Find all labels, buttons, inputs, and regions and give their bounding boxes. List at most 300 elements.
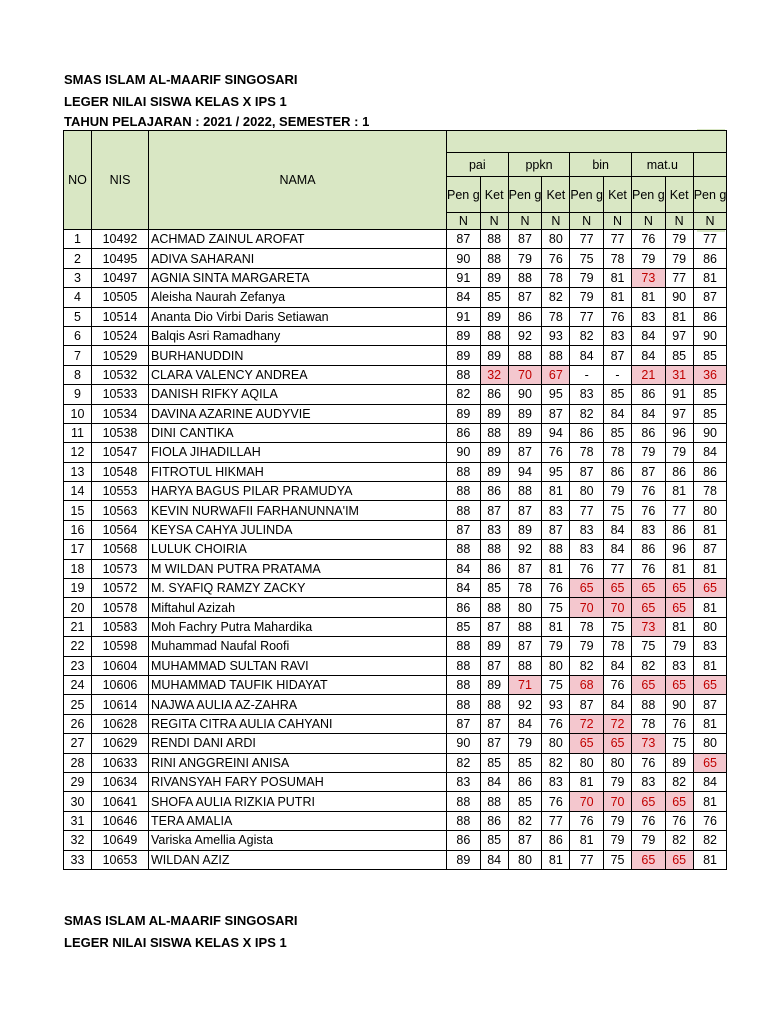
table-row	[64, 501, 727, 520]
grade-cell: 84	[604, 695, 632, 714]
grade-cell: 86	[604, 462, 632, 481]
grade-cell: 82	[632, 656, 666, 675]
row-nis: 10578	[92, 598, 149, 617]
n-header: N	[542, 213, 570, 230]
row-nis: 10649	[92, 831, 149, 850]
grade-cell: 79	[508, 734, 542, 753]
table-row	[64, 346, 727, 365]
grade-cell: 82	[542, 753, 570, 772]
row-nama: DAVINA AZARINE AUDYVIE	[149, 404, 447, 423]
row-nis: 10563	[92, 501, 149, 520]
footer-school-name: SMAS ISLAM AL-MAARIF SINGOSARI	[64, 913, 298, 928]
row-no: 18	[64, 559, 92, 578]
grade-cell: 81	[570, 772, 604, 791]
grade-cell: 79	[604, 831, 632, 850]
grade-cell: 84	[632, 346, 666, 365]
grade-ledger-table	[63, 130, 727, 870]
grade-cell: 89	[480, 404, 508, 423]
grade-cell: 97	[665, 404, 693, 423]
table-row	[64, 404, 727, 423]
grade-cell: 80	[693, 734, 727, 753]
grade-cell: 92	[508, 695, 542, 714]
table-row	[64, 423, 727, 442]
row-nama: HARYA BAGUS PILAR PRAMUDYA	[149, 482, 447, 501]
row-nama: Moh Fachry Putra Mahardika	[149, 617, 447, 636]
grade-cell: 65	[693, 675, 727, 694]
grade-cell: 36	[693, 365, 727, 384]
grade-cell: 76	[632, 501, 666, 520]
grade-cell: 87	[480, 734, 508, 753]
grade-cell: 87	[480, 617, 508, 636]
grade-cell: 81	[693, 598, 727, 617]
grade-cell: 81	[693, 520, 727, 539]
grade-cell: 79	[570, 268, 604, 287]
grade-cell: 68	[570, 675, 604, 694]
row-nis: 10641	[92, 792, 149, 811]
row-no: 1	[64, 230, 92, 249]
row-nama: RENDI DANI ARDI	[149, 734, 447, 753]
grade-cell: 81	[693, 656, 727, 675]
row-nama: FIOLA JIHADILLAH	[149, 443, 447, 462]
grade-cell: 88	[508, 617, 542, 636]
grade-cell: 82	[570, 404, 604, 423]
grade-cell: 81	[693, 714, 727, 733]
grade-cell: 84	[480, 850, 508, 869]
row-nama: KEVIN NURWAFII FARHANUNNA'IM	[149, 501, 447, 520]
subject-bin: bin	[570, 153, 632, 177]
grade-cell: 89	[508, 404, 542, 423]
row-no: 6	[64, 326, 92, 345]
grade-cell: 76	[570, 811, 604, 830]
grade-cell: 90	[447, 734, 481, 753]
grade-cell: 75	[570, 249, 604, 268]
grade-cell: 87	[447, 520, 481, 539]
table-row	[64, 811, 727, 830]
grade-cell: 75	[632, 637, 666, 656]
grade-cell: 86	[447, 423, 481, 442]
grade-cell: 78	[570, 443, 604, 462]
grade-cell: 94	[542, 423, 570, 442]
table-row	[64, 850, 727, 869]
grade-cell: 83	[570, 540, 604, 559]
grade-cell: 80	[508, 598, 542, 617]
grade-cell: 70	[570, 792, 604, 811]
row-nama: LULUK CHOIRIA	[149, 540, 447, 559]
row-no: 20	[64, 598, 92, 617]
row-nis: 10492	[92, 230, 149, 249]
grade-cell: 87	[693, 695, 727, 714]
grade-cell: 83	[570, 520, 604, 539]
grade-cell: 88	[480, 598, 508, 617]
grade-cell: 83	[447, 772, 481, 791]
grade-cell: 80	[542, 734, 570, 753]
grade-cell: 96	[665, 423, 693, 442]
peng-header: Pen g	[447, 177, 481, 213]
grade-cell: 77	[604, 230, 632, 249]
grade-cell: 86	[693, 462, 727, 481]
row-nama: Ananta Dio Virbi Daris Setiawan	[149, 307, 447, 326]
grade-cell: 76	[604, 675, 632, 694]
grade-cell: 88	[542, 540, 570, 559]
grade-cell: 87	[447, 230, 481, 249]
row-nama: AGNIA SINTA MARGARETA	[149, 268, 447, 287]
row-nis: 10514	[92, 307, 149, 326]
grade-cell: 88	[480, 230, 508, 249]
row-nis: 10533	[92, 385, 149, 404]
row-nama: RINI ANGGREINI ANISA	[149, 753, 447, 772]
grade-cell: 79	[508, 249, 542, 268]
grade-cell: 89	[447, 850, 481, 869]
n-header: N	[604, 213, 632, 230]
row-no: 10	[64, 404, 92, 423]
grade-cell: 86	[693, 249, 727, 268]
grade-cell: 85	[693, 404, 727, 423]
n-header: N	[570, 213, 604, 230]
grade-cell: 88	[508, 346, 542, 365]
table-row	[64, 772, 727, 791]
grade-cell: 96	[665, 540, 693, 559]
grade-cell: 78	[693, 482, 727, 501]
grade-cell: 78	[604, 443, 632, 462]
row-nis: 10529	[92, 346, 149, 365]
grade-cell: 77	[570, 307, 604, 326]
n-header: N	[693, 213, 727, 230]
grade-cell: 89	[480, 675, 508, 694]
grade-cell: 84	[447, 559, 481, 578]
row-nis: 10646	[92, 811, 149, 830]
row-no: 17	[64, 540, 92, 559]
grade-cell: 94	[508, 462, 542, 481]
grade-cell: 86	[447, 831, 481, 850]
grade-cell: 88	[447, 792, 481, 811]
grade-cell: 81	[542, 559, 570, 578]
grade-cell: 83	[632, 520, 666, 539]
table-row	[64, 540, 727, 559]
grade-cell: 87	[570, 695, 604, 714]
grade-cell: 65	[632, 850, 666, 869]
table-row	[64, 268, 727, 287]
grade-cell: 70	[604, 792, 632, 811]
row-no: 30	[64, 792, 92, 811]
grade-cell: 67	[542, 365, 570, 384]
grade-cell: 88	[480, 792, 508, 811]
grade-cell: 65	[665, 579, 693, 598]
grade-cell: 82	[570, 326, 604, 345]
grade-cell: 87	[447, 714, 481, 733]
grade-cell: 83	[604, 326, 632, 345]
grade-cell: 87	[508, 831, 542, 850]
row-nama: M. SYAFIQ RAMZY ZACKY	[149, 579, 447, 598]
school-name: SMAS ISLAM AL-MAARIF SINGOSARI	[64, 72, 298, 87]
academic-year: TAHUN PELAJARAN : 2021 / 2022, SEMESTER : 1	[64, 114, 370, 129]
grade-cell: 80	[693, 501, 727, 520]
grade-cell: 91	[665, 385, 693, 404]
grade-cell: 79	[542, 637, 570, 656]
grade-cell: 80	[542, 656, 570, 675]
grade-cell: 76	[632, 482, 666, 501]
subject-ppkn: ppkn	[508, 153, 570, 177]
grade-cell: 76	[693, 811, 727, 830]
grade-cell: 70	[570, 598, 604, 617]
table-row	[64, 482, 727, 501]
grade-cell: 31	[665, 365, 693, 384]
row-no: 19	[64, 579, 92, 598]
row-nis: 10573	[92, 559, 149, 578]
grade-cell: 21	[632, 365, 666, 384]
grade-cell: 76	[632, 753, 666, 772]
grade-cell: 65	[632, 598, 666, 617]
grade-cell: 85	[480, 831, 508, 850]
grade-cell: 81	[604, 268, 632, 287]
grade-cell: 79	[665, 443, 693, 462]
grade-cell: 75	[604, 850, 632, 869]
grade-cell: 65	[665, 792, 693, 811]
grade-cell: 90	[693, 423, 727, 442]
grade-cell: 86	[665, 462, 693, 481]
grade-cell: 88	[447, 365, 481, 384]
grade-cell: 76	[542, 792, 570, 811]
row-nis: 10634	[92, 772, 149, 791]
grade-cell: 79	[632, 249, 666, 268]
grade-cell: 77	[570, 230, 604, 249]
grade-cell: 79	[632, 443, 666, 462]
grade-cell: 84	[693, 772, 727, 791]
grade-cell: 76	[542, 579, 570, 598]
row-no: 25	[64, 695, 92, 714]
table-row	[64, 385, 727, 404]
grade-cell: 83	[632, 307, 666, 326]
grade-cell: 82	[447, 753, 481, 772]
table-row	[64, 675, 727, 694]
ket-header: Ket	[604, 177, 632, 213]
grade-cell: 79	[632, 831, 666, 850]
grade-cell: 85	[480, 288, 508, 307]
grade-cell: 79	[665, 637, 693, 656]
row-nama: FITROTUL HIKMAH	[149, 462, 447, 481]
n-header: N	[632, 213, 666, 230]
row-nama: MUHAMMAD SULTAN RAVI	[149, 656, 447, 675]
grade-cell: 65	[570, 734, 604, 753]
row-nama: Balqis Asri Ramadhany	[149, 326, 447, 345]
grade-cell: 86	[665, 520, 693, 539]
grade-cell: 87	[480, 656, 508, 675]
grade-cell: 65	[665, 850, 693, 869]
grade-cell: 86	[632, 385, 666, 404]
grade-cell: 90	[665, 695, 693, 714]
row-nama: M WILDAN PUTRA PRATAMA	[149, 559, 447, 578]
subject-sej-cell	[693, 153, 727, 177]
row-no: 16	[64, 520, 92, 539]
grade-cell: 76	[542, 714, 570, 733]
grade-cell: 84	[570, 346, 604, 365]
grade-cell: 89	[508, 520, 542, 539]
grade-cell: 72	[604, 714, 632, 733]
grade-cell: 83	[693, 637, 727, 656]
grade-cell: 90	[447, 249, 481, 268]
grade-cell: 93	[542, 695, 570, 714]
table-row	[64, 443, 727, 462]
grade-cell: 80	[508, 850, 542, 869]
grade-cell: 86	[693, 307, 727, 326]
row-nis: 10534	[92, 404, 149, 423]
grade-cell: 95	[542, 462, 570, 481]
grade-cell: 87	[480, 714, 508, 733]
grade-cell: 88	[632, 695, 666, 714]
row-nama: REGITA CITRA AULIA CAHYANI	[149, 714, 447, 733]
grade-cell: 81	[542, 482, 570, 501]
grade-cell: 89	[480, 268, 508, 287]
row-nis: 10548	[92, 462, 149, 481]
grade-cell: 85	[604, 423, 632, 442]
peng-header: Pen g	[570, 177, 604, 213]
grade-cell: 72	[570, 714, 604, 733]
grade-cell: 88	[508, 482, 542, 501]
grade-cell: 83	[480, 520, 508, 539]
grade-cell: 81	[693, 850, 727, 869]
grade-cell: 88	[447, 695, 481, 714]
grade-cell: 87	[542, 404, 570, 423]
row-nama: Muhammad Naufal Roofi	[149, 637, 447, 656]
grade-cell: 82	[447, 385, 481, 404]
grade-cell: 83	[665, 656, 693, 675]
grade-cell: 81	[604, 288, 632, 307]
grade-cell: 78	[632, 714, 666, 733]
row-nis: 10568	[92, 540, 149, 559]
grade-cell: 90	[447, 443, 481, 462]
grade-cell: 92	[508, 326, 542, 345]
grade-cell: 89	[480, 443, 508, 462]
grade-cell: 84	[632, 326, 666, 345]
grade-cell: 79	[665, 249, 693, 268]
grade-cell: 88	[447, 637, 481, 656]
ket-header: Ket	[665, 177, 693, 213]
grade-cell: 78	[542, 307, 570, 326]
grade-cell: 65	[570, 579, 604, 598]
grade-cell: 87	[508, 230, 542, 249]
grade-cell: 81	[542, 850, 570, 869]
grade-cell: 76	[542, 443, 570, 462]
grade-cell: 81	[542, 617, 570, 636]
grade-cell: 76	[542, 249, 570, 268]
grade-cell: 88	[447, 811, 481, 830]
grade-cell: 84	[447, 288, 481, 307]
grade-cell: 87	[570, 462, 604, 481]
row-no: 12	[64, 443, 92, 462]
grade-cell: 77	[570, 501, 604, 520]
row-nis: 10598	[92, 637, 149, 656]
grade-cell: 88	[542, 346, 570, 365]
grade-cell: 77	[542, 811, 570, 830]
table-row	[64, 520, 727, 539]
row-nis: 10497	[92, 268, 149, 287]
grade-cell: 79	[570, 637, 604, 656]
row-no: 28	[64, 753, 92, 772]
grade-cell: 85	[508, 792, 542, 811]
grade-cell: 81	[693, 792, 727, 811]
row-no: 8	[64, 365, 92, 384]
row-nis: 10633	[92, 753, 149, 772]
table-row	[64, 637, 727, 656]
grade-cell: 84	[604, 404, 632, 423]
ket-header: Ket	[542, 177, 570, 213]
grade-cell: 89	[447, 346, 481, 365]
grade-cell: 82	[508, 811, 542, 830]
row-nis: 10628	[92, 714, 149, 733]
grade-cell: 88	[447, 482, 481, 501]
grade-cell: 65	[632, 579, 666, 598]
col-no-header: NO	[64, 131, 92, 230]
grade-cell: 79	[570, 288, 604, 307]
grade-cell: 89	[665, 753, 693, 772]
row-no: 5	[64, 307, 92, 326]
grade-cell: 86	[480, 559, 508, 578]
grade-cell: 87	[508, 559, 542, 578]
grade-cell: 65	[665, 598, 693, 617]
grade-cell: 77	[604, 559, 632, 578]
grade-cell: 86	[480, 482, 508, 501]
col-nama-header: NAMA	[149, 131, 447, 230]
grade-cell: 95	[542, 385, 570, 404]
grade-cell: -	[570, 365, 604, 384]
grade-cell: 86	[480, 811, 508, 830]
grade-cell: 82	[570, 656, 604, 675]
row-no: 2	[64, 249, 92, 268]
row-no: 4	[64, 288, 92, 307]
grade-cell: 65	[632, 792, 666, 811]
grade-cell: 84	[604, 656, 632, 675]
grade-cell: 84	[632, 404, 666, 423]
table-row	[64, 365, 727, 384]
grade-cell: 89	[508, 423, 542, 442]
grade-cell: 91	[447, 268, 481, 287]
table-row	[64, 326, 727, 345]
row-nama: ACHMAD ZAINUL AROFAT	[149, 230, 447, 249]
table-row	[64, 656, 727, 675]
grade-cell: 76	[632, 230, 666, 249]
grade-cell: 88	[447, 675, 481, 694]
grade-cell: 79	[604, 482, 632, 501]
grade-cell: 78	[508, 579, 542, 598]
grade-cell: 86	[447, 598, 481, 617]
grade-cell: 78	[604, 249, 632, 268]
row-nama: RIVANSYAH FARY POSUMAH	[149, 772, 447, 791]
grade-cell: 87	[508, 288, 542, 307]
grade-cell: 88	[447, 501, 481, 520]
table-row	[64, 753, 727, 772]
grade-cell: 76	[632, 811, 666, 830]
grade-cell: 86	[480, 385, 508, 404]
row-nis: 10524	[92, 326, 149, 345]
grade-cell: 76	[632, 559, 666, 578]
grade-cell: 89	[480, 346, 508, 365]
grade-cell: 90	[665, 288, 693, 307]
row-nis: 10614	[92, 695, 149, 714]
row-nis: 10572	[92, 579, 149, 598]
grade-cell: 76	[570, 559, 604, 578]
grade-cell: 88	[447, 462, 481, 481]
row-nama: TERA AMALIA	[149, 811, 447, 830]
grade-cell: 84	[693, 443, 727, 462]
grade-cell: 84	[447, 579, 481, 598]
grade-cell: 85	[665, 346, 693, 365]
grade-cell: 75	[665, 734, 693, 753]
grade-cell: 85	[508, 753, 542, 772]
n-header: N	[508, 213, 542, 230]
grade-cell: 97	[665, 326, 693, 345]
row-no: 32	[64, 831, 92, 850]
grade-cell: 75	[542, 598, 570, 617]
grade-cell: 89	[447, 404, 481, 423]
